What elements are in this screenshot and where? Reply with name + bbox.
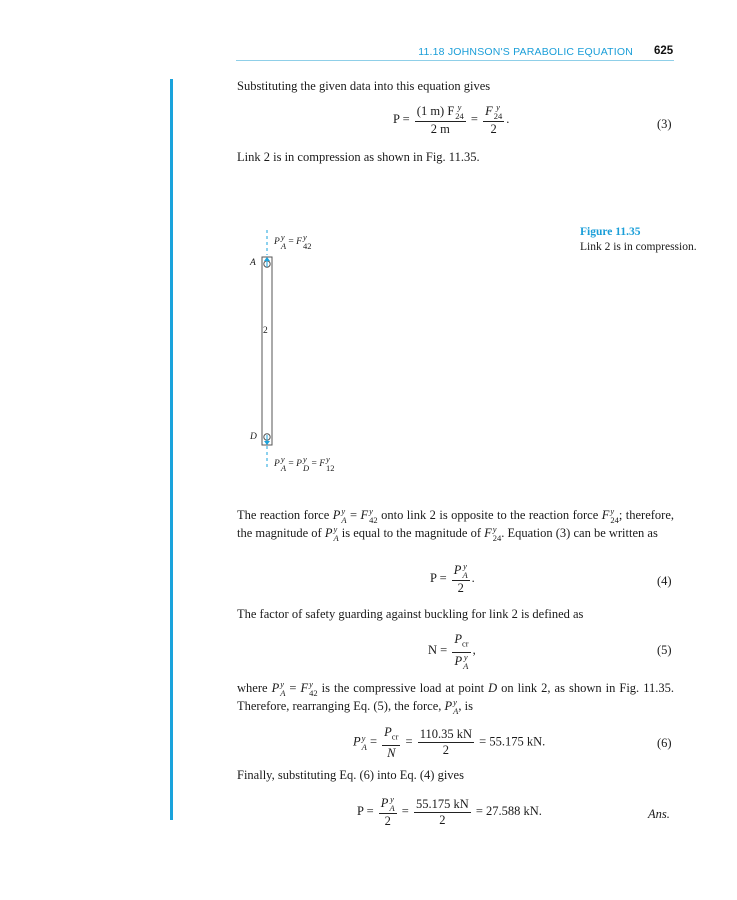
equation-number-5: (5) [657,643,672,657]
margin-change-bar [170,79,173,820]
figure-caption: Link 2 is in compression. [580,241,697,253]
answer-label: Ans. [648,807,670,821]
bottom-force-label: P y A = P y D = F y 12 [274,454,335,473]
equation-6: P y A = $\frac{P_{cr}}{N}$ = $\frac{110.35 kN}{2}$ = 55.175 kN. [353,725,546,760]
equation-5: N = $P_{cr}$ P y A , [428,632,476,671]
equation-4: P = P y A 2 . [430,561,475,595]
page-number: 625 [654,45,674,57]
point-d-label: D [250,432,257,442]
point-a-label: A [250,258,256,268]
paragraph-reaction-force: The reaction force P y A = F y 42 onto link 2 is opposite to the reaction force F y 24 ; therefore, the magnitude of P y A is equal to the magnitude of F y 24 . Equation (3) can be written as [237,506,674,544]
top-force-label: P y A = F y 42 [274,232,312,251]
paragraph-factor-of-safety: The factor of safety guarding against buckling for link 2 is defined as [237,607,584,621]
header-rule [236,60,674,61]
equation-3: P = (1 m) F y 24 2 m = F y 24 2 . [393,102,510,136]
paragraph-intro: Substituting the given data into this equation gives [237,79,491,93]
equation-number-4: (4) [657,574,672,588]
paragraph-compression: Link 2 is in compression as shown in Fig. 11.35. [237,150,480,164]
paragraph-compressive-load: where P y A = F y 42 is the compressive load at point D on link 2, as shown in Fig. 11.35. Therefore, rearranging Eq. (5), the force, P y A , is [237,679,674,717]
figure-title: Figure 11.35 [580,226,641,238]
running-header-title: 11.18 JOHNSON'S PARABOLIC EQUATION [418,46,633,58]
equation-number-3: (3) [657,117,672,131]
link-2-figure [240,225,370,475]
equation-final: P = P y A 2 = $\frac{55.175 kN}{2}$ = 27.588 kN. [357,794,542,828]
paragraph-final-substitution: Finally, substituting Eq. (6) into Eq. (4) gives [237,768,464,782]
link-body [262,257,272,445]
link-number-label: 2 [263,326,268,336]
equation-number-6: (6) [657,736,672,750]
